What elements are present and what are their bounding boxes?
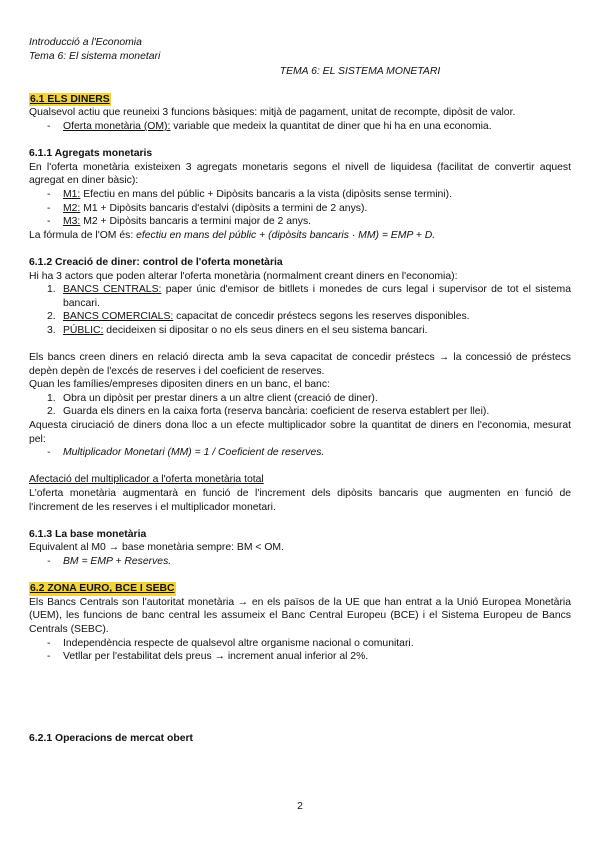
list-item: 1. Obra un dipòsit per prestar diners a un altre client (creació de diner). <box>47 392 378 404</box>
section-text: Els Bancs Centrals son l'autoritat monetària → en els països de la UE que han entrat a la Unió Europea Monetària (UEM), les funcions de banc central les assumeix el Banc Central Europeu (BCE) i el Sistema Europeu de Bancs Centrals (SEBC). <box>29 596 571 635</box>
subsection-heading-6-2-1: 6.2.1 Operacions de mercat obert <box>29 732 194 744</box>
section-text: Els bancs creen diners en relació directa amb la seva capacitat de concedir préstecs → la concessió de préstecs depèn depèn de l'excés de reserves i del coeficient de reserves. <box>29 352 571 377</box>
list-item: 2. BANCS COMERCIALS: capacitat de concedir préstecs segons les reserves disponibles. <box>47 311 470 323</box>
subsection-heading-6-1-1: 6.1.1 Agregats monetaris <box>29 148 153 160</box>
section-text: Equivalent al M0 → base monetària sempre: BM < OM. <box>29 542 284 554</box>
list-item: - M1: Efectiu en mans del públic + Dipòsits bancaris a la vista (dipòsits sense termini). <box>29 188 571 202</box>
course-header: Introducció a l'Economia <box>29 37 142 48</box>
section-heading-6-2: 6.2 ZONA EURO, BCE I SEBC <box>30 583 175 595</box>
list-item: - Oferta monetària (OM): variable que medeix la quantitat de diner que hi ha en una economia. <box>29 120 571 134</box>
page-number: 2 <box>297 801 303 812</box>
list-item: 2. Guarda els diners en la caixa forta (reserva bancària: coeficient de reserva establert per llei). <box>47 406 490 418</box>
list-item: - Vetllar per l'estabilitat dels preus → increment anual inferior al 2%. <box>29 650 571 664</box>
list-item: - Independència respecte de qualsevol altre organisme nacional o comunitari. <box>29 637 571 651</box>
formula-line: La fórmula de l'OM és: efectiu en mans del públic + (dipòsits bancaris · MM) = EMP + D. <box>29 229 436 241</box>
list-item: - Multiplicador Monetari (MM) = 1 / Coeficient de reserves. <box>29 446 571 460</box>
subsection-heading-6-1-2: 6.1.2 Creació de diner: control de l'oferta monetària <box>29 256 283 268</box>
list-item: 1. BANCS CENTRALS: paper únic d'emisor de bitllets i monedes de curs legal i supervisor de tot el sistema bancari. <box>47 284 571 309</box>
list-item: - M3: M2 + Dipòsits bancaris a termini major de 2 anys. <box>29 215 571 229</box>
page-title: TEMA 6: EL SISTEMA MONETARI <box>279 66 441 78</box>
section-text: Aquesta ciruciació de diners dona lloc a un efecte multiplicador sobre la quantitat de diners en l'economia, mesurat pel: <box>29 420 571 445</box>
section-text: Qualsevol actiu que reuneixi 3 funcions bàsiques: mitjà de pagament, unitat de recompte, dipòsit de valor. <box>29 107 516 119</box>
list-item: 3. PÚBLIC: decideixen si dipositar o no els seus diners en el seu sistema bancari. <box>47 324 428 336</box>
list-item: - M2: M1 + Dipòsits bancaris d'estalvi (dipòsits a termini de 2 anys). <box>29 202 571 216</box>
section-text: En l'oferta monetària existeixen 3 agregats monetaris segons el nivell de liquidesa (facilitat de convertir aquest agregat en diner bàsic): <box>29 161 571 187</box>
document-page <box>29 36 571 745</box>
section-heading-6-1: 6.1 ELS DINERS <box>30 93 110 105</box>
list-item: - BM = EMP + Reserves. <box>29 555 571 569</box>
section-text: Hi ha 3 actors que poden alterar l'oferta monetària (normalment creant diners en l'economia): <box>29 270 458 282</box>
affect-title: Afectació del multiplicador a l'oferta monetària total <box>29 474 264 486</box>
topic-header: Tema 6: El sistema monetari <box>29 50 161 62</box>
subsection-heading-6-1-3: 6.1.3 La base monetària <box>29 528 147 540</box>
section-text: L'oferta monetària augmentarà en funció de l'increment dels dipòsits bancaris que augmenten en funció de l'increment de les reserves i el multiplicador monetari. <box>29 488 571 513</box>
section-text: Quan les famílies/empreses dipositen diners en un banc, el banc: <box>29 379 330 391</box>
